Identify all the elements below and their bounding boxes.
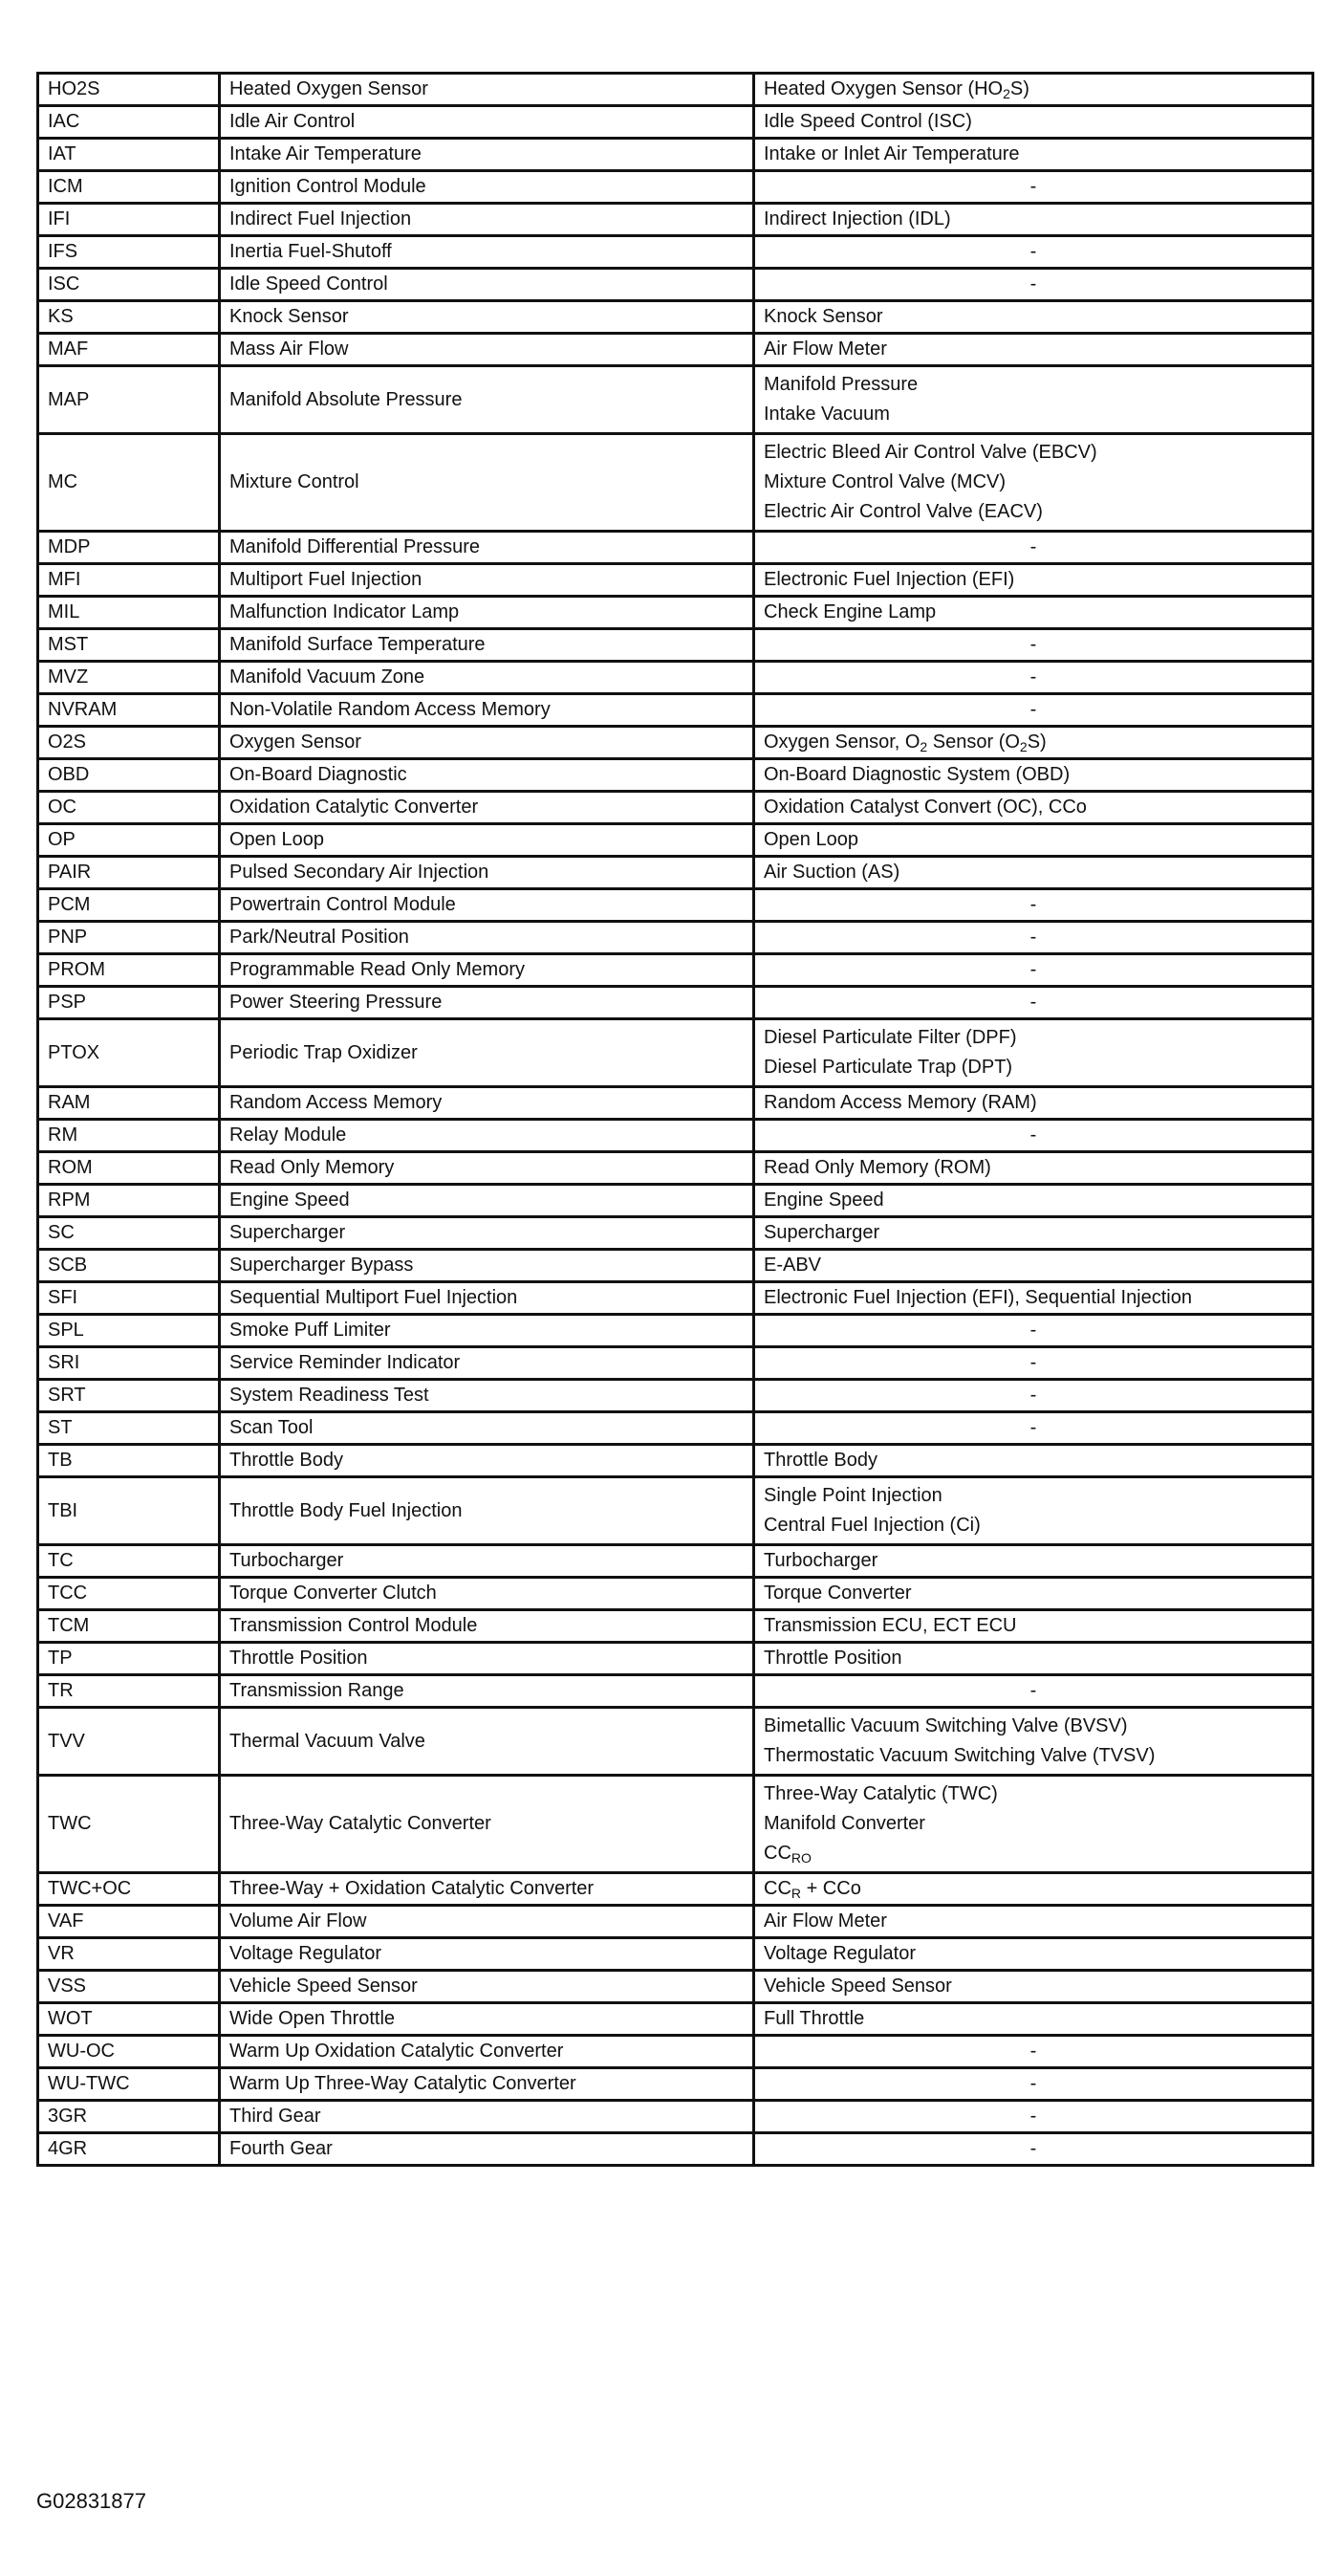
acronym-cell: KS xyxy=(38,301,220,334)
previous-term-cell xyxy=(754,532,1313,564)
term-cell: Relay Module xyxy=(220,1120,754,1152)
table-row xyxy=(38,204,1313,236)
term-cell: Third Gear xyxy=(220,2101,754,2133)
acronym-cell: WU-TWC xyxy=(38,2068,220,2101)
previous-term-cell xyxy=(754,2036,1313,2068)
term-cell: Wide Open Throttle xyxy=(220,2003,754,2036)
term-cell: Intake Air Temperature xyxy=(220,139,754,171)
previous-term-line: Air Flow Meter xyxy=(764,338,887,360)
previous-term-cell xyxy=(754,1545,1313,1578)
previous-term-cell xyxy=(754,1445,1313,1477)
previous-term-cell xyxy=(754,1315,1313,1347)
previous-term-line: Manifold Pressure xyxy=(764,374,919,395)
term-cell: Three-Way + Oxidation Catalytic Converter xyxy=(220,1873,754,1906)
table-row xyxy=(38,597,1313,629)
acronym-cell: PTOX xyxy=(38,1019,220,1087)
table-row xyxy=(38,2036,1313,2068)
previous-term-cell xyxy=(754,694,1313,727)
previous-term-line: Indirect Injection (IDL) xyxy=(764,208,951,229)
table-row xyxy=(38,1315,1313,1347)
previous-term-line: Intake or Inlet Air Temperature xyxy=(764,143,1020,164)
term-cell: Vehicle Speed Sensor xyxy=(220,1971,754,2003)
table-row xyxy=(38,1412,1313,1445)
term-cell: Manifold Differential Pressure xyxy=(220,532,754,564)
previous-term-cell xyxy=(754,1217,1313,1250)
table-row xyxy=(38,824,1313,857)
previous-term-line: - xyxy=(1029,1352,1037,1373)
acronym-cell: OBD xyxy=(38,759,220,792)
previous-term-cell xyxy=(754,1610,1313,1643)
acronym-cell: IAC xyxy=(38,106,220,139)
previous-term-cell xyxy=(754,1185,1313,1217)
previous-term-cell xyxy=(754,2133,1313,2166)
acronym-cell: TB xyxy=(38,1445,220,1477)
acronym-cell: 4GR xyxy=(38,2133,220,2166)
table-row xyxy=(38,236,1313,269)
previous-term-cell xyxy=(754,1412,1313,1445)
previous-term-line: Intake Vacuum xyxy=(764,404,890,425)
acronym-cell: VAF xyxy=(38,1906,220,1938)
previous-term-line: Open Loop xyxy=(764,829,858,850)
previous-term-line: Oxygen Sensor, $O_2$ Sensor $(O_2S)$ xyxy=(764,731,1047,754)
previous-term-cell xyxy=(754,2101,1313,2133)
table-row xyxy=(38,1776,1313,1873)
table-row xyxy=(38,334,1313,366)
previous-term-cell xyxy=(754,727,1313,759)
term-cell: Throttle Position xyxy=(220,1643,754,1675)
previous-term-line: Turbocharger xyxy=(764,1550,878,1571)
term-cell: Non-Volatile Random Access Memory xyxy=(220,694,754,727)
previous-term-cell xyxy=(754,954,1313,987)
acronym-cell: ROM xyxy=(38,1152,220,1185)
table-row xyxy=(38,1217,1313,1250)
table-row xyxy=(38,301,1313,334)
term-cell: Manifold Surface Temperature xyxy=(220,629,754,662)
table-row xyxy=(38,1708,1313,1776)
term-cell: Ignition Control Module xyxy=(220,171,754,204)
previous-term-line: Read Only Memory (ROM) xyxy=(764,1157,991,1178)
term-cell: Powertrain Control Module xyxy=(220,889,754,922)
previous-term-line: Engine Speed xyxy=(764,1190,884,1211)
previous-term-cell xyxy=(754,1643,1313,1675)
previous-term-line: Manifold Converter xyxy=(764,1813,925,1834)
previous-term-cell xyxy=(754,1250,1313,1282)
previous-term-cell xyxy=(754,1873,1313,1906)
previous-term-line: Check Engine Lamp xyxy=(764,601,937,622)
acronym-cell: MAF xyxy=(38,334,220,366)
previous-term-cell xyxy=(754,1282,1313,1315)
previous-term-line: E-ABV xyxy=(764,1255,822,1276)
previous-term-line: - xyxy=(1029,927,1037,948)
previous-term-line: - xyxy=(1029,2041,1037,2062)
previous-term-cell xyxy=(754,334,1313,366)
table-row xyxy=(38,1938,1313,1971)
acronym-cell: WU-OC xyxy=(38,2036,220,2068)
table-row xyxy=(38,1643,1313,1675)
acronym-cell: VSS xyxy=(38,1971,220,2003)
term-cell: Random Access Memory xyxy=(220,1087,754,1120)
acronym-cell: MC xyxy=(38,434,220,532)
term-cell: Torque Converter Clutch xyxy=(220,1578,754,1610)
table-row xyxy=(38,857,1313,889)
previous-term-line: Torque Converter xyxy=(764,1583,912,1604)
table-row xyxy=(38,106,1313,139)
term-cell: Warm Up Oxidation Catalytic Converter xyxy=(220,2036,754,2068)
acronym-cell: MVZ xyxy=(38,662,220,694)
previous-term-cell xyxy=(754,564,1313,597)
term-cell: Programmable Read Only Memory xyxy=(220,954,754,987)
acronym-cell: PCM xyxy=(38,889,220,922)
term-cell: Supercharger xyxy=(220,1217,754,1250)
term-cell: Transmission Control Module xyxy=(220,1610,754,1643)
previous-term-line: Full Throttle xyxy=(764,2008,865,2029)
acronym-cell: OC xyxy=(38,792,220,824)
previous-term-line: - xyxy=(1029,1320,1037,1341)
acronym-cell: TR xyxy=(38,1675,220,1708)
previous-term-line: Voltage Regulator xyxy=(764,1943,917,1964)
acronym-cell: PNP xyxy=(38,922,220,954)
previous-term-cell xyxy=(754,269,1313,301)
previous-term-line: Electronic Fuel Injection (EFI), Sequential Injection xyxy=(764,1287,1192,1308)
term-cell: Sequential Multiport Fuel Injection xyxy=(220,1282,754,1315)
previous-term-cell xyxy=(754,1152,1313,1185)
previous-term-line: Air Flow Meter xyxy=(764,1910,887,1932)
acronym-cell: SPL xyxy=(38,1315,220,1347)
previous-term-line: Single Point Injection xyxy=(764,1485,942,1506)
previous-term-cell xyxy=(754,1347,1313,1380)
acronym-cell: SRT xyxy=(38,1380,220,1412)
acronym-cell: MDP xyxy=(38,532,220,564)
table-row xyxy=(38,1120,1313,1152)
table-row xyxy=(38,1971,1313,2003)
table-row xyxy=(38,2003,1313,2036)
previous-term-cell xyxy=(754,1938,1313,1971)
table-row xyxy=(38,1185,1313,1217)
acronym-cell: RAM xyxy=(38,1087,220,1120)
previous-term-line: - xyxy=(1029,241,1037,262)
previous-term-line: Electronic Fuel Injection (EFI) xyxy=(764,569,1015,590)
previous-term-cell xyxy=(754,662,1313,694)
previous-term-line: - xyxy=(1029,1385,1037,1406)
acronym-cell: IAT xyxy=(38,139,220,171)
previous-term-cell xyxy=(754,759,1313,792)
acronym-cell: ISC xyxy=(38,269,220,301)
previous-term-line: - xyxy=(1029,273,1037,295)
table-row xyxy=(38,1906,1313,1938)
previous-term-line: Mixture Control Valve (MCV) xyxy=(764,471,1007,492)
acronym-cell: TWC+OC xyxy=(38,1873,220,1906)
term-cell: Oxidation Catalytic Converter xyxy=(220,792,754,824)
table-row xyxy=(38,2133,1313,2166)
table-row xyxy=(38,1445,1313,1477)
previous-term-line: Knock Sensor xyxy=(764,306,883,327)
previous-term-line: - xyxy=(1029,176,1037,197)
term-cell: Open Loop xyxy=(220,824,754,857)
previous-term-line: - xyxy=(1029,2138,1037,2159)
acronym-cell: MAP xyxy=(38,366,220,434)
previous-term-line: - xyxy=(1029,1680,1037,1701)
acronym-cell: 3GR xyxy=(38,2101,220,2133)
previous-term-cell xyxy=(754,74,1313,106)
previous-term-cell xyxy=(754,792,1313,824)
previous-term-cell xyxy=(754,1776,1313,1873)
table-row xyxy=(38,954,1313,987)
previous-term-cell xyxy=(754,1578,1313,1610)
table-row xyxy=(38,1675,1313,1708)
term-cell: Throttle Body Fuel Injection xyxy=(220,1477,754,1545)
table-row xyxy=(38,889,1313,922)
term-cell: Thermal Vacuum Valve xyxy=(220,1708,754,1776)
acronym-table-body xyxy=(38,74,1313,2166)
previous-term-cell xyxy=(754,1019,1313,1087)
previous-term-cell xyxy=(754,1675,1313,1708)
previous-term-line: - xyxy=(1029,894,1037,915)
term-cell: Three-Way Catalytic Converter xyxy=(220,1776,754,1873)
table-row xyxy=(38,1250,1313,1282)
previous-term-cell xyxy=(754,987,1313,1019)
previous-term-cell xyxy=(754,597,1313,629)
previous-term-cell xyxy=(754,1380,1313,1412)
previous-term-cell xyxy=(754,106,1313,139)
table-row xyxy=(38,366,1313,434)
acronym-cell: MFI xyxy=(38,564,220,597)
acronym-cell: TP xyxy=(38,1643,220,1675)
acronym-cell: VR xyxy=(38,1938,220,1971)
previous-term-line: - xyxy=(1029,666,1037,688)
table-row xyxy=(38,532,1313,564)
acronym-cell: MIL xyxy=(38,597,220,629)
table-row xyxy=(38,759,1313,792)
term-cell: Periodic Trap Oxidizer xyxy=(220,1019,754,1087)
table-row xyxy=(38,1282,1313,1315)
figure-id: G02831877 xyxy=(36,2489,146,2513)
acronym-cell: NVRAM xyxy=(38,694,220,727)
previous-term-line: Air Suction (AS) xyxy=(764,862,900,883)
previous-term-line: - xyxy=(1029,536,1037,557)
table-row xyxy=(38,564,1313,597)
term-cell: Indirect Fuel Injection xyxy=(220,204,754,236)
term-cell: Warm Up Three-Way Catalytic Converter xyxy=(220,2068,754,2101)
term-cell: Idle Air Control xyxy=(220,106,754,139)
acronym-cell: OP xyxy=(38,824,220,857)
term-cell: Throttle Body xyxy=(220,1445,754,1477)
previous-term-line: Vehicle Speed Sensor xyxy=(764,1976,952,1997)
term-cell: Inertia Fuel-Shutoff xyxy=(220,236,754,269)
table-row xyxy=(38,922,1313,954)
acronym-cell: SFI xyxy=(38,1282,220,1315)
term-cell: Power Steering Pressure xyxy=(220,987,754,1019)
acronym-cell: TVV xyxy=(38,1708,220,1776)
term-cell: Turbocharger xyxy=(220,1545,754,1578)
acronym-cell: SCB xyxy=(38,1250,220,1282)
previous-term-line: - xyxy=(1029,1124,1037,1146)
table-row xyxy=(38,1477,1313,1545)
acronym-cell: IFI xyxy=(38,204,220,236)
previous-term-line: Oxidation Catalyst Convert (OC), CCo xyxy=(764,797,1087,818)
table-row xyxy=(38,434,1313,532)
term-cell: Supercharger Bypass xyxy=(220,1250,754,1282)
acronym-cell: O2S xyxy=(38,727,220,759)
table-row xyxy=(38,171,1313,204)
previous-term-cell xyxy=(754,366,1313,434)
acronym-cell: PSP xyxy=(38,987,220,1019)
previous-term-line: - xyxy=(1029,699,1037,720)
previous-term-line: Three-Way Catalytic (TWC) xyxy=(764,1783,998,1804)
previous-term-line: Bimetallic Vacuum Switching Valve (BVSV) xyxy=(764,1715,1128,1736)
acronym-cell: PAIR xyxy=(38,857,220,889)
previous-term-cell xyxy=(754,1087,1313,1120)
acronym-cell: TCC xyxy=(38,1578,220,1610)
acronym-cell: SRI xyxy=(38,1347,220,1380)
term-cell: Oxygen Sensor xyxy=(220,727,754,759)
previous-term-line: - xyxy=(1029,634,1037,655)
term-cell: Fourth Gear xyxy=(220,2133,754,2166)
table-row xyxy=(38,2101,1313,2133)
table-row xyxy=(38,139,1313,171)
table-row xyxy=(38,269,1313,301)
table-row xyxy=(38,1873,1313,1906)
acronym-cell: TBI xyxy=(38,1477,220,1545)
term-cell: Scan Tool xyxy=(220,1412,754,1445)
table-row xyxy=(38,694,1313,727)
term-cell: Engine Speed xyxy=(220,1185,754,1217)
term-cell: Service Reminder Indicator xyxy=(220,1347,754,1380)
term-cell: Mass Air Flow xyxy=(220,334,754,366)
table-row xyxy=(38,1087,1313,1120)
term-cell: Manifold Vacuum Zone xyxy=(220,662,754,694)
acronym-cell: RM xyxy=(38,1120,220,1152)
table-row xyxy=(38,792,1313,824)
term-cell: Malfunction Indicator Lamp xyxy=(220,597,754,629)
term-cell: System Readiness Test xyxy=(220,1380,754,1412)
term-cell: Heated Oxygen Sensor xyxy=(220,74,754,106)
previous-term-cell xyxy=(754,204,1313,236)
acronym-cell: MST xyxy=(38,629,220,662)
term-cell: On-Board Diagnostic xyxy=(220,759,754,792)
acronym-cell: ICM xyxy=(38,171,220,204)
previous-term-cell xyxy=(754,139,1313,171)
previous-term-line: Transmission ECU, ECT ECU xyxy=(764,1615,1017,1636)
term-cell: Volume Air Flow xyxy=(220,1906,754,1938)
previous-term-cell xyxy=(754,1971,1313,2003)
previous-term-line: $CC_R$ + CCo xyxy=(764,1878,861,1901)
acronym-cell: TC xyxy=(38,1545,220,1578)
previous-term-line: - xyxy=(1029,2073,1037,2094)
previous-term-line: Random Access Memory (RAM) xyxy=(764,1092,1037,1113)
previous-term-line: Supercharger xyxy=(764,1222,880,1243)
previous-term-line: - xyxy=(1029,1417,1037,1438)
table-row xyxy=(38,629,1313,662)
table-row xyxy=(38,2068,1313,2101)
previous-term-line: Central Fuel Injection (Ci) xyxy=(764,1515,981,1536)
term-cell: Read Only Memory xyxy=(220,1152,754,1185)
previous-term-cell xyxy=(754,857,1313,889)
term-cell: Manifold Absolute Pressure xyxy=(220,366,754,434)
term-cell: Multiport Fuel Injection xyxy=(220,564,754,597)
table-row xyxy=(38,727,1313,759)
acronym-cell: TWC xyxy=(38,1776,220,1873)
term-cell: Voltage Regulator xyxy=(220,1938,754,1971)
acronym-table xyxy=(36,72,1314,2167)
acronym-cell: HO2S xyxy=(38,74,220,106)
previous-term-cell xyxy=(754,2003,1313,2036)
previous-term-line: $CC_{RO}$ xyxy=(764,1843,812,1866)
acronym-cell: TCM xyxy=(38,1610,220,1643)
table-row xyxy=(38,987,1313,1019)
previous-term-cell xyxy=(754,2068,1313,2101)
acronym-cell: WOT xyxy=(38,2003,220,2036)
previous-term-cell xyxy=(754,824,1313,857)
previous-term-cell xyxy=(754,922,1313,954)
term-cell: Idle Speed Control xyxy=(220,269,754,301)
previous-term-line: Heated Oxygen Sensor $(HO_2S)$ xyxy=(764,78,1029,101)
table-row xyxy=(38,1578,1313,1610)
table-row xyxy=(38,662,1313,694)
term-cell: Pulsed Secondary Air Injection xyxy=(220,857,754,889)
previous-term-line: Diesel Particulate Trap (DPT) xyxy=(764,1057,1013,1078)
previous-term-line: Electric Air Control Valve (EACV) xyxy=(764,501,1043,522)
previous-term-cell xyxy=(754,301,1313,334)
previous-term-cell xyxy=(754,171,1313,204)
table-row xyxy=(38,74,1313,106)
previous-term-cell xyxy=(754,889,1313,922)
previous-term-line: - xyxy=(1029,959,1037,980)
table-row xyxy=(38,1152,1313,1185)
previous-term-line: Throttle Body xyxy=(764,1450,877,1471)
term-cell: Park/Neutral Position xyxy=(220,922,754,954)
previous-term-cell xyxy=(754,1906,1313,1938)
term-cell: Transmission Range xyxy=(220,1675,754,1708)
previous-term-line: Electric Bleed Air Control Valve (EBCV) xyxy=(764,442,1097,463)
acronym-cell: SC xyxy=(38,1217,220,1250)
previous-term-line: - xyxy=(1029,2106,1037,2127)
acronym-cell: PROM xyxy=(38,954,220,987)
previous-term-line: On-Board Diagnostic System (OBD) xyxy=(764,764,1071,785)
table-row xyxy=(38,1347,1313,1380)
acronym-cell: ST xyxy=(38,1412,220,1445)
previous-term-line: Thermostatic Vacuum Switching Valve (TVSV) xyxy=(764,1745,1156,1766)
acronym-cell: RPM xyxy=(38,1185,220,1217)
previous-term-line: Diesel Particulate Filter (DPF) xyxy=(764,1027,1017,1048)
previous-term-cell xyxy=(754,1477,1313,1545)
term-cell: Smoke Puff Limiter xyxy=(220,1315,754,1347)
table-row xyxy=(38,1610,1313,1643)
previous-term-cell xyxy=(754,434,1313,532)
previous-term-line: - xyxy=(1029,992,1037,1013)
term-cell: Mixture Control xyxy=(220,434,754,532)
previous-term-cell xyxy=(754,236,1313,269)
term-cell: Knock Sensor xyxy=(220,301,754,334)
previous-term-cell xyxy=(754,1120,1313,1152)
table-row xyxy=(38,1380,1313,1412)
previous-term-line: Idle Speed Control (ISC) xyxy=(764,111,972,132)
acronym-cell: IFS xyxy=(38,236,220,269)
previous-term-cell xyxy=(754,1708,1313,1776)
table-row xyxy=(38,1545,1313,1578)
previous-term-line: Throttle Position xyxy=(764,1648,902,1669)
previous-term-cell xyxy=(754,629,1313,662)
table-row xyxy=(38,1019,1313,1087)
